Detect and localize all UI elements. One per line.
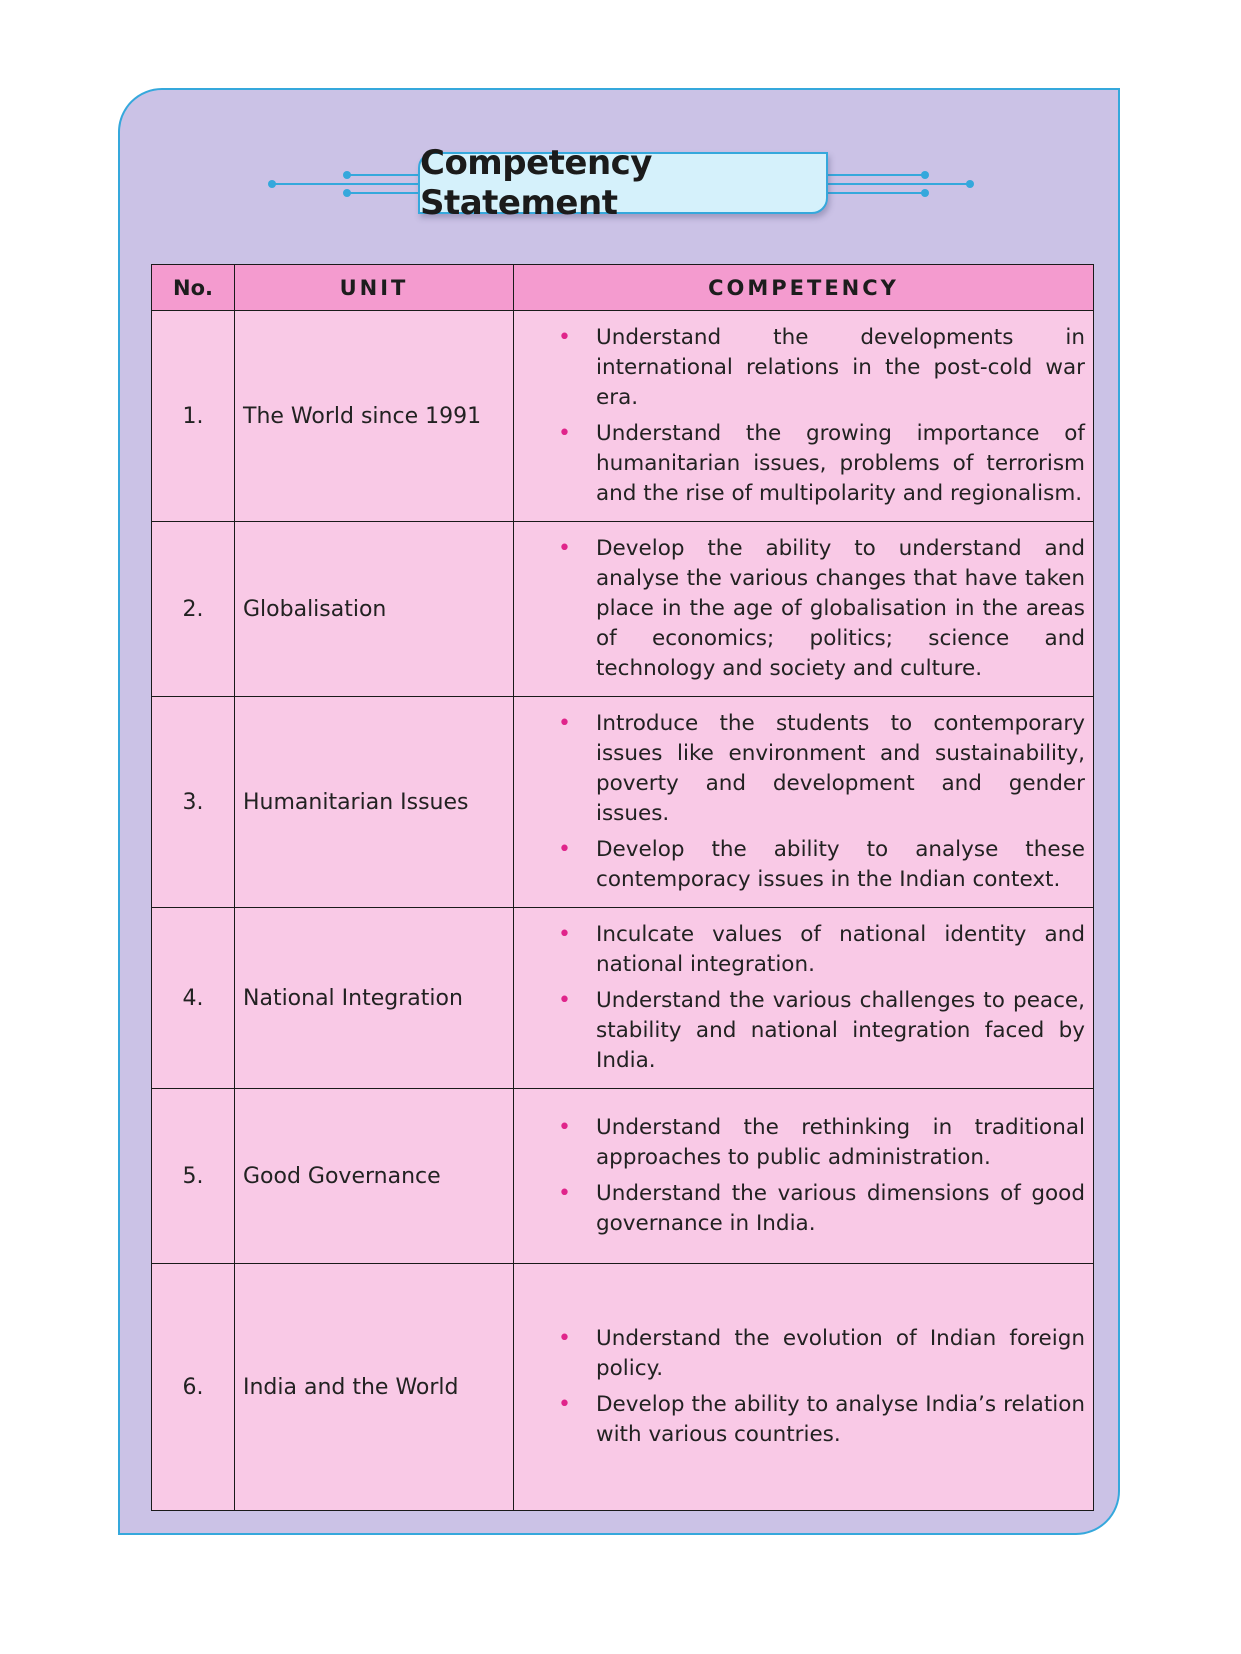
- competency-list: [514, 920, 1085, 1076]
- competency-item: • Understand the various challenges to peace, stability and national integration faced by India.: [558, 988, 1085, 1073]
- competency-cell: [514, 311, 1094, 522]
- header-competency: COMPETENCY: [514, 265, 1094, 311]
- page-title: Competency Statement: [418, 152, 828, 214]
- competency-cell: [514, 908, 1094, 1089]
- competency-item: • Understand the evolution of Indian foreign policy.: [558, 1326, 1085, 1381]
- row-number: 1.: [152, 311, 235, 522]
- competency-cell: [514, 1089, 1094, 1264]
- unit-name: National Integration: [235, 908, 514, 1089]
- competency-item: • Develop the ability to analyse India’s relation with various countries.: [558, 1392, 1085, 1447]
- bullet-icon: •: [558, 711, 571, 736]
- bullet-icon: •: [558, 922, 571, 947]
- table-row: [152, 697, 1094, 908]
- competency-cell: [514, 522, 1094, 697]
- competency-item: • Develop the ability to understand and analyse the various changes that have taken place in the age of globalisation in the areas of economics; politics; science and technology and society and culture.: [558, 536, 1085, 681]
- competency-cell: [514, 697, 1094, 908]
- competency-item: • Understand the various dimensions of good governance in India.: [558, 1181, 1085, 1236]
- bullet-icon: •: [558, 421, 571, 446]
- bullet-icon: •: [558, 1392, 571, 1417]
- header-unit: UNIT: [235, 265, 514, 311]
- competency-list: [514, 534, 1085, 684]
- title-banner: [0, 0, 1241, 240]
- bullet-icon: •: [558, 1181, 571, 1206]
- bullet-icon: •: [558, 1115, 571, 1140]
- table-row: [152, 522, 1094, 697]
- bullet-icon: •: [558, 988, 571, 1013]
- competency-item: • Inculcate values of national identity and national integration.: [558, 922, 1085, 977]
- unit-name: India and the World: [235, 1264, 514, 1511]
- competency-list: [514, 709, 1085, 895]
- competency-list: [514, 323, 1085, 509]
- competency-table: [151, 264, 1094, 1511]
- row-number: 4.: [152, 908, 235, 1089]
- bullet-icon: •: [558, 837, 571, 862]
- header-no: No.: [152, 265, 235, 311]
- competency-item: • Understand the rethinking in traditional approaches to public administration.: [558, 1115, 1085, 1170]
- bullet-icon: •: [558, 325, 571, 350]
- competency-item: • Understand the growing importance of humanitarian issues, problems of terrorism and the rise of multipolarity and regionalism.: [558, 421, 1085, 506]
- table-row: [152, 1264, 1094, 1511]
- unit-name: Globalisation: [235, 522, 514, 697]
- competency-list: [514, 1113, 1085, 1239]
- competency-item: • Understand the developments in international relations in the post-cold war era.: [558, 325, 1085, 410]
- table-header-row: [152, 265, 1094, 311]
- row-number: 2.: [152, 522, 235, 697]
- competency-cell: [514, 1264, 1094, 1511]
- unit-name: The World since 1991: [235, 311, 514, 522]
- bullet-icon: •: [558, 536, 571, 561]
- row-number: 6.: [152, 1264, 235, 1511]
- unit-name: Humanitarian Issues: [235, 697, 514, 908]
- competency-item: • Develop the ability to analyse these contemporacy issues in the Indian context.: [558, 837, 1085, 892]
- row-number: 5.: [152, 1089, 235, 1264]
- unit-name: Good Governance: [235, 1089, 514, 1264]
- bullet-icon: •: [558, 1326, 571, 1351]
- table-row: [152, 1089, 1094, 1264]
- table-row: [152, 908, 1094, 1089]
- row-number: 3.: [152, 697, 235, 908]
- competency-list: [514, 1324, 1085, 1450]
- competency-item: • Introduce the students to contemporary issues like environment and sustainability, poverty and development and gender issues.: [558, 711, 1085, 826]
- table-row: [152, 311, 1094, 522]
